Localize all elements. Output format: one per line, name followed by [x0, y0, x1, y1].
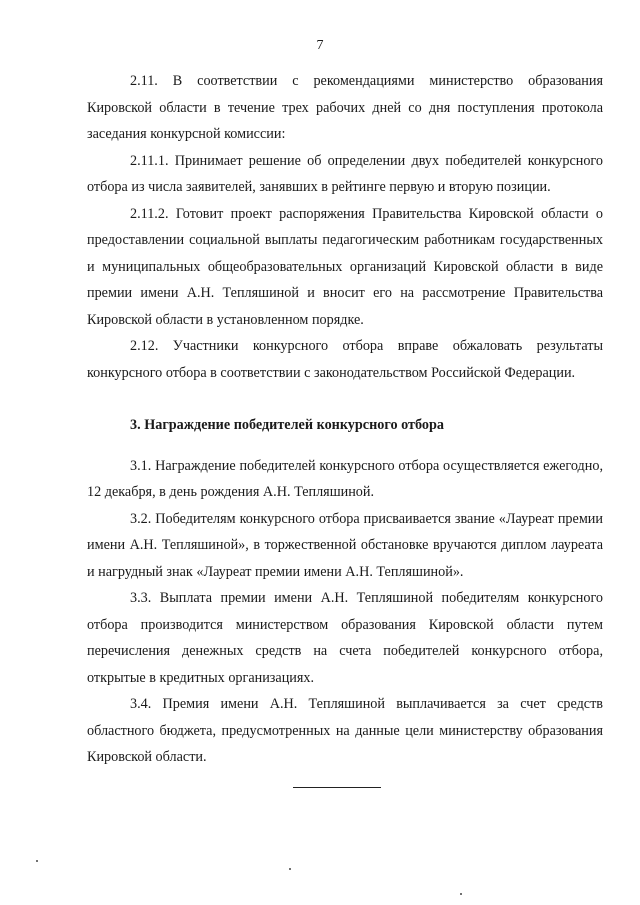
scan-speck — [289, 868, 291, 870]
paragraph-3-1: 3.1. Награждение победителей конкурсного отбора осуществляется ежегодно, 12 декабря, в день рождения А.Н. Тепляшиной. — [87, 457, 603, 500]
page-number: 7 — [316, 38, 324, 53]
paragraph-3-2: 3.2. Победителям конкурсного отбора присваивается звание «Лауреат премии имени А.Н. Тепляшиной», в торжественной обстановке вручаются диплом лауреата и нагрудный знак «Лауреат премии имени А.Н. Тепляшиной». — [87, 510, 603, 580]
scan-speck — [36, 860, 38, 862]
section-heading: 3. Награждение победителей конкурсного отбора — [130, 417, 444, 433]
paragraph-3-4: 3.4. Премия имени А.Н. Тепляшиной выплачивается за счет средств областного бюджета, предусмотренных на данные цели министерству образования Кировской области. — [87, 696, 603, 765]
paragraph-2-11-1: 2.11.1. Принимает решение об определении двух победителей конкурсного отбора из числа заявителей, занявших в рейтинге первую и вторую позиции. — [87, 152, 603, 195]
paragraph-2-12: 2.12. Участники конкурсного отбора вправе обжаловать результаты конкурсного отбора в соответствии с законодательством Российской Федерации. — [87, 338, 603, 381]
paragraph-2-11: 2.11. В соответствии с рекомендациями министерство образования Кировской области в течение трех рабочих дней со дня поступления протокола заседания конкурсной комиссии: — [87, 73, 603, 142]
paragraph-3-3: 3.3. Выплата премии имени А.Н. Тепляшиной победителям конкурсного отбора производится министерством образования Кировской области путем перечисления денежных средств на счета победителей конкурсного отбора, открытые в кредитных организациях. — [87, 590, 603, 686]
document-body — [87, 68, 603, 771]
closing-rule — [293, 787, 381, 788]
paragraph-2-11-2: 2.11.2. Готовит проект распоряжения Правительства Кировской области о предоставлении социальной выплаты педагогическим работникам государственных и муниципальных общеобразовательных организаций Кировской области в виде премии имени А.Н. Тепляшиной и вносит его на рассмотрение Правительства Кировской области в установленном порядке. — [87, 205, 603, 328]
scan-speck — [460, 893, 462, 895]
